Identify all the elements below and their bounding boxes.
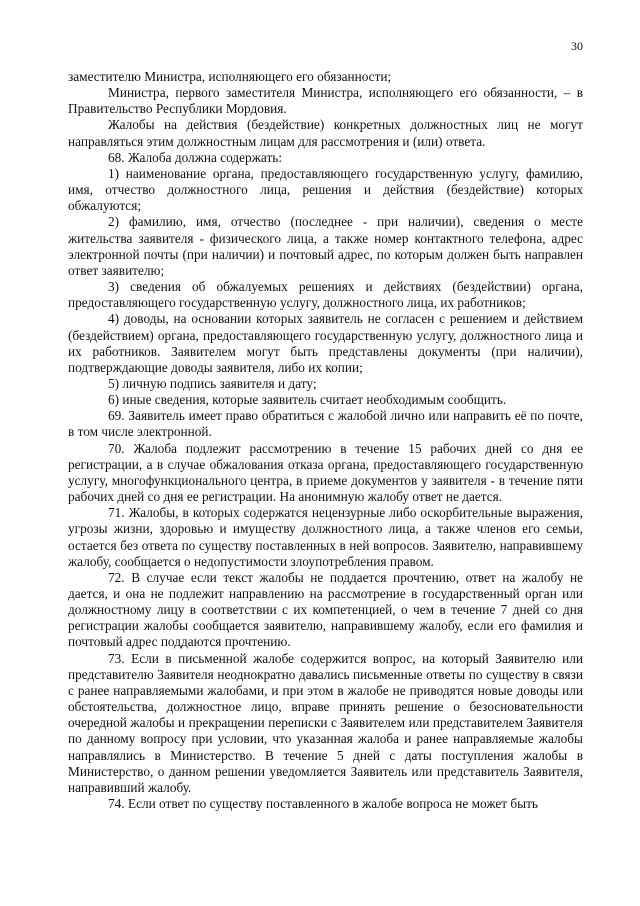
list-item: 5) личную подпись заявителя и дату;: [108, 375, 317, 391]
section-heading-68: 68. Жалоба должна содержать:: [108, 149, 283, 165]
page-number: 30: [571, 39, 583, 53]
list-item: 3) сведения об обжалуемых решениях и действиях (бездействии) органа, предоставляющего государственную услугу, должностного лица, их работников;: [68, 279, 583, 311]
paragraph: заместителю Министра, исполняющего его обязанности;: [68, 69, 392, 84]
paragraph-69: 69. Заявитель имеет право обратиться с жалобой лично или направить её по почте, в том числе электронной.: [68, 408, 583, 440]
paragraph: Министра, первого заместителя Министра, исполняющего его обязанности, – в Правительство Республики Мордовия.: [68, 85, 583, 117]
paragraph-74: 74. Если ответ по существу поставленного в жалобе вопроса не может быть: [108, 796, 538, 812]
list-item: 2) фамилию, имя, отчество (последнее - при наличии), сведения о месте жительства заявителя - физического лица, а также номер контактного телефона, адрес электронной почты (при наличии) и почтовый адрес, по которым должен быть направлен ответ заявителю;: [68, 214, 583, 278]
list-item: 6) иные сведения, которые заявитель считает необходимым сообщить.: [108, 392, 507, 408]
list-item: 1) наименование органа, предоставляющего государственную услугу, фамилию, имя, отчество должностного лица, решения и действия (бездействие) которых обжалуются;: [68, 165, 583, 214]
paragraph-72: 72. В случае если текст жалобы не поддается прочтению, ответ на жалобу не дается, и она не подлежит направлению на рассмотрение в государственный орган или должностному лицу в соответствии с их компетенцией, о чем в течение 7 дней со дня регистрации жалобы сообщается заявителю, направившему жалобу, если его фамилия и почтовый адрес поддаются прочтению.: [68, 569, 583, 650]
document-body: [68, 69, 583, 812]
list-item: 4) доводы, на основании которых заявитель не согласен с решением и действием (бездействием) органа, предоставляющего государственную услугу, должностного лица и их работников. Заявителем могут быть представлены документы (при наличии), подтверждающие доводы заявителя, либо их копии;: [68, 311, 583, 375]
paragraph: Жалобы на действия (бездействие) конкретных должностных лиц не могут направляться этим должностным лицам для рассмотрения и (или) ответа.: [68, 117, 583, 149]
paragraph-73: 73. Если в письменной жалобе содержится вопрос, на который Заявителю или представителю Заявителя неоднократно давались письменные ответы по существу в связи с ранее направляемыми жалобами, и при этом в жалобе не приводятся новые доводы или обстоятельства, должностное лицо, вправе принять решение о безосновательности очередной жалобы и прекращении переписки с Заявителем или представителем Заявителя по данному вопросу при условии, что указанная жалоба и ранее направляемые жалобы направлялись в Министерство. В течение 5 дней с даты поступления жалобы в Министерство, о данном решении уведомляется Заявитель или представитель Заявителя, направивший жалобу.: [68, 650, 583, 795]
paragraph-71: 71. Жалобы, в которых содержатся нецензурные либо оскорбительные выражения, угрозы жизни, здоровью и имуществу должностного лица, а также членов его семьи, остается без ответа по существу поставленных в ней вопросов. Заявителю, направившему жалобу, сообщается о недопустимости злоупотребления правом.: [68, 505, 583, 569]
paragraph-70: 70. Жалоба подлежит рассмотрению в течение 15 рабочих дней со дня ее регистрации, а в случае обжалования отказа органа, предоставляющего государственную услугу, многофункционального центра, в приеме документов у заявителя - в течение пяти рабочих дней со дня ее регистрации. На анонимную жалобу ответ не дается.: [68, 440, 583, 505]
